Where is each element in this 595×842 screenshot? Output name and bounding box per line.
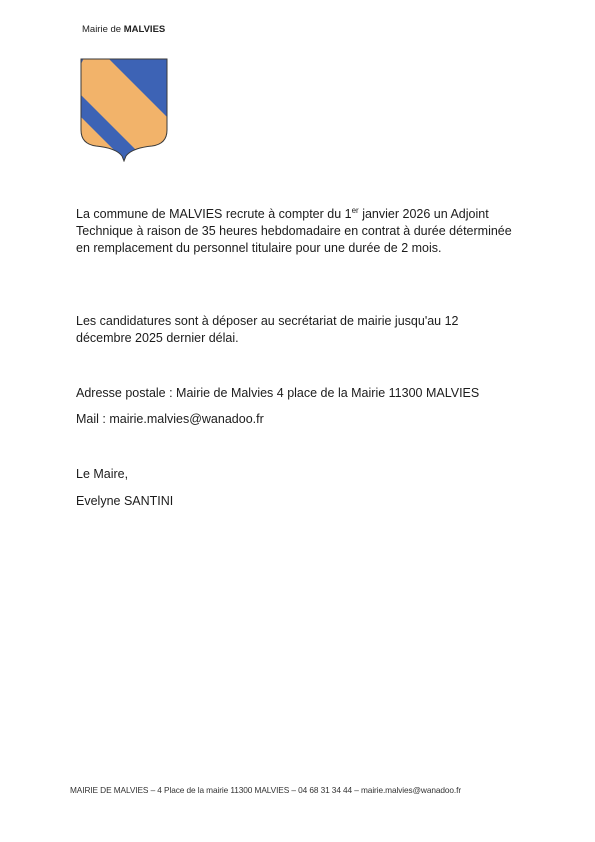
- signatory-name: Evelyne SANTINI: [76, 494, 174, 508]
- application-paragraph: Les candidatures sont à déposer au secrétariat de mairie jusqu'au 12 décembre 2025 dernier délai.: [76, 314, 459, 345]
- ordinal-superscript: er: [351, 205, 359, 215]
- page-footer: MAIRIE DE MALVIES – 4 Place de la mairie 11300 MALVIES – 04 68 31 34 44 – mairie.malvies@wanadoo.fr: [70, 785, 461, 795]
- recruitment-paragraph: [76, 206, 516, 257]
- header-prefix: Mairie de: [82, 24, 124, 35]
- postal-address: Adresse postale : Mairie de Malvies 4 place de la Mairie 11300 MALVIES: [76, 386, 480, 400]
- recruitment-text-start: La commune de MALVIES recrute à compter du 1: [76, 207, 352, 221]
- signatory-title: Le Maire,: [76, 467, 129, 481]
- header-label: [82, 24, 165, 35]
- coat-of-arms-icon: [80, 58, 168, 162]
- mail-address: Mail : mairie.malvies@wanadoo.fr: [76, 412, 264, 426]
- recruitment-text-end: janvier 2026 un Adjoint Technique à raison de 35 heures hebdomadaire en contrat à durée déterminée en remplacement du personnel titulaire pour une durée de 2 mois.: [76, 207, 512, 255]
- header-commune-name: MALVIES: [123, 24, 166, 35]
